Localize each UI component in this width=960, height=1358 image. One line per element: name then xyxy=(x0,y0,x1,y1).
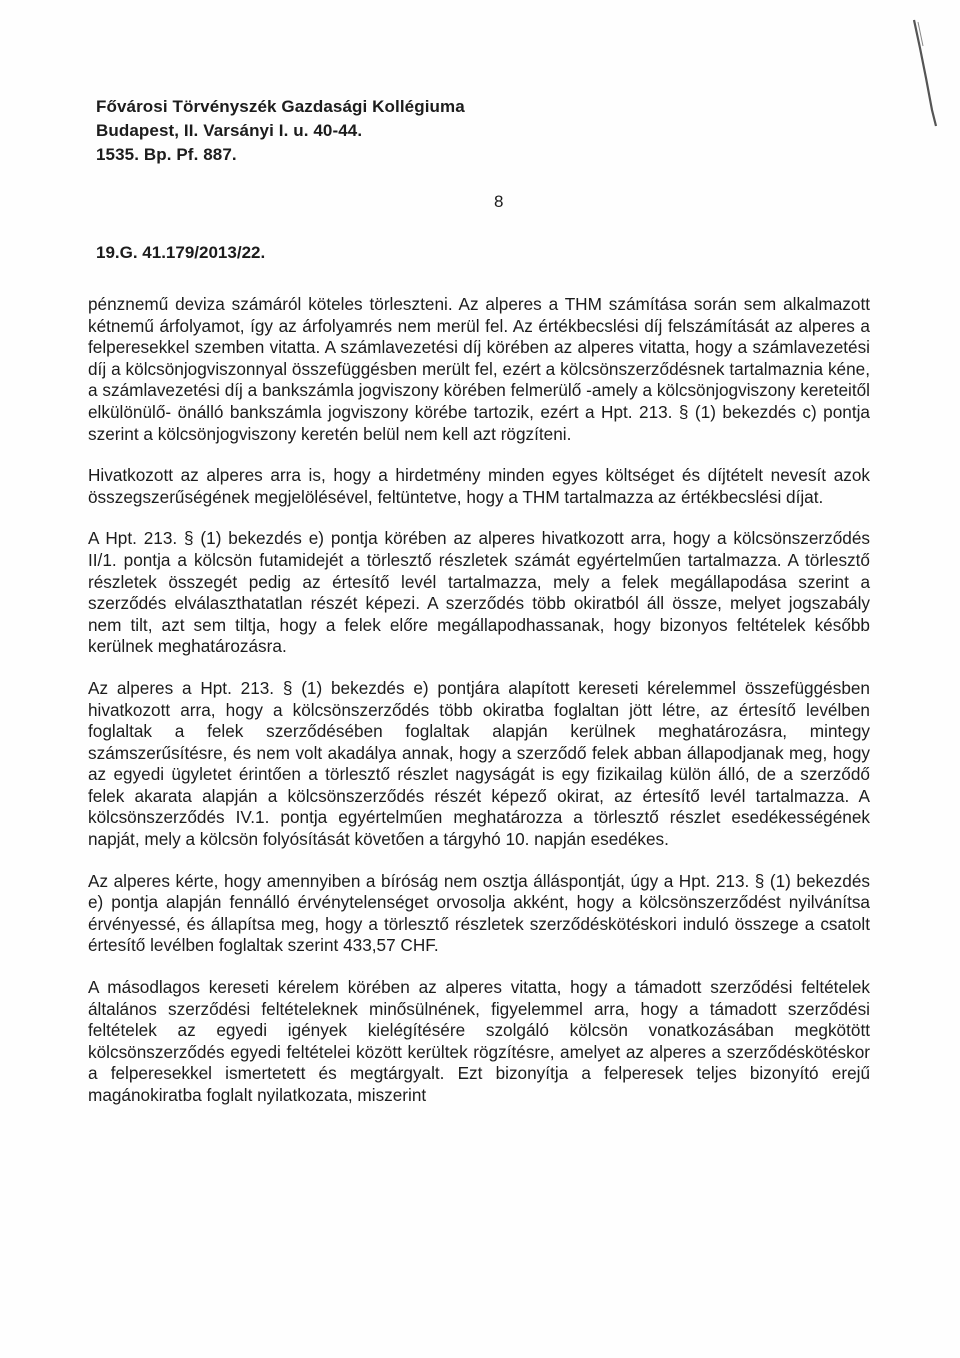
court-header xyxy=(96,95,465,167)
paragraph: Az alperes kérte, hogy amennyiben a bíróság nem osztja álláspontját, úgy a Hpt. 213. § (1) bekezdés e) pontja alapján fennálló érvénytelenséget orvosolja akként, hogy a kölcsönszerződést nyilvánítsa érvényessé, és állapítsa meg, hogy a törlesztő részletek szerződéskötéskori induló összege a csatolt értesítő levélben foglaltak szerint 433,57 CHF. xyxy=(88,870,870,956)
scan-artifact-mark xyxy=(912,18,940,128)
court-address: Budapest, II. Varsányi I. u. 40-44. xyxy=(96,121,363,140)
case-number: 19.G. 41.179/2013/22. xyxy=(96,243,266,262)
document-body xyxy=(88,294,870,1127)
paragraph: A másodlagos kereseti kérelem körében az alperes vitatta, hogy a támadott szerződési feltételek általános szerződési feltételeknek minősülnének, figyelemmel arra, hogy a támadott szerződési feltételek az egyedi igények kielégítésére szolgáló kölcsön vonatkozásában megkötött kölcsönszerződés egyedi feltételei között kerültek rögzítésre, amelyet az alperes a szerződéskötéskor a felperesekkel ismertetett és megtárgyalt. Ezt bizonyítja a felperesek teljes bizonyító erejű magánokiratba foglalt nyilatkozata, miszerint xyxy=(88,977,870,1105)
paragraph: Hivatkozott az alperes arra is, hogy a hirdetmény minden egyes költséget és díjtételt nevesít azok összegszerűségének megjelölésével, feltüntetve, hogy a THM tartalmazza az értékbecslési díjat. xyxy=(88,465,870,507)
page-number: 8 xyxy=(494,192,504,211)
paragraph: Az alperes a Hpt. 213. § (1) bekezdés e) pontjára alapított kereseti kérelemmel összefüggésben hivatkozott arra, hogy a kölcsönszerződés több okiratba foglaltan jött létre, az értesítő levélben foglaltak a felek szerződésében foglaltak alapján kerülnek meghatározásra, mintegy számszerűsítésre, és nem volt akadálya annak, hogy a szerződő felek abban állapodjanak meg, hogy az egyedi ügyletet érintően a törlesztő részlet nagyságát is egy fizikailag külön álló, de a szerződő felek akarata alapján a kölcsönszerződés részét képező okirat, az értesítő levél tartalmazza. A kölcsönszerződés IV.1. pontja egyértelműen meghatározza a törlesztő részlet esedékességének napját, mely a kölcsön folyósítását követően a tárgyhó 10. napján esedékes. xyxy=(88,677,870,850)
paragraph: pénznemű deviza számáról köteles törleszteni. Az alperes a THM számítása során sem alkalmazott kétnemű árfolyamot, így az árfolyamrés nem merül fel. Az értékbecslési díj felszámítását az alperes a felperesekkel szemben vitatta. A számlavezetési díj körében az alperes vitatta, hogy a számlavezetési díj a kölcsönjogviszonnyal összefüggésben merült fel, ezért a kölcsönszerződésnek tartalmaznia kéne, a számlavezetési díj a bankszámla jogviszony körében felmerülő -amely a kölcsönjogviszony kereteitől elkülönülő- önálló bankszámla jogviszony körébe tartozik, ezért a Hpt. 213. § (1) bekezdés c) pontja szerint a kölcsönjogviszony keretén belül nem kell azt rögzíteni. xyxy=(88,294,870,444)
court-postal-address: 1535. Bp. Pf. 887. xyxy=(96,145,237,164)
court-name: Fővárosi Törvényszék Gazdasági Kollégiuma xyxy=(96,97,465,116)
paragraph: A Hpt. 213. § (1) bekezdés e) pontja körében az alperes hivatkozott arra, hogy a kölcsönszerződés II/1. pontja a kölcsön futamidejét a törlesztő részletek számát egyértelműen tartalmazza. A törlesztő részletek összegét pedig az értesítő levél tartalmazza, mely a felek megállapodása szerint a szerződés elválaszthatatlan részét képezi. A szerződés több okiratból áll össze, melyet jogszabály nem tilt, azt sem tiltja, hogy a felek előre megállapodhassanak, hogy bizonyos feltételek később kerülnek meghatározásra. xyxy=(88,528,870,657)
